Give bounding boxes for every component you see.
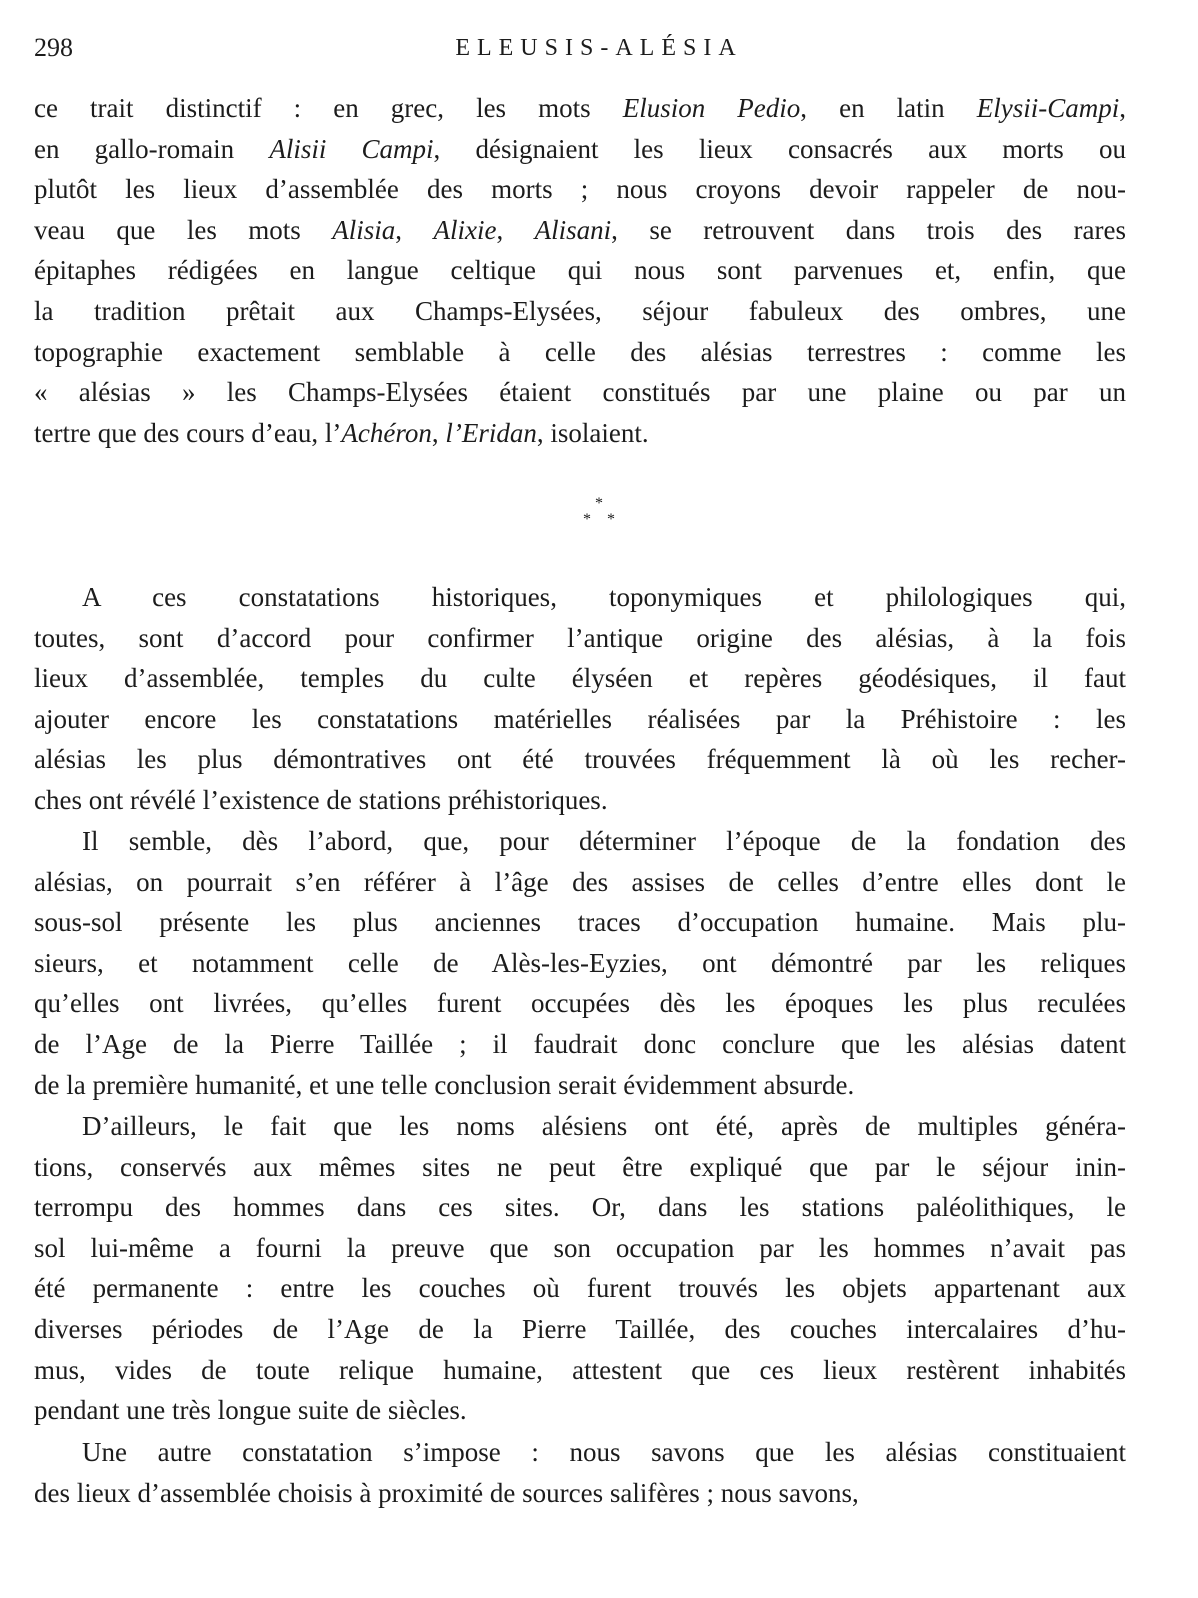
text-line xyxy=(34,332,1126,373)
text-line xyxy=(34,1065,1126,1106)
italic-term: Alixie xyxy=(433,214,497,245)
text-run: sol lui-même a fourni la preuve que son occupation par les hommes n’avait pas xyxy=(34,1232,1126,1263)
text-run: alésias, on pourrait s’en référer à l’âge des assises de celles d’entre elles dont le xyxy=(34,866,1126,897)
text-line xyxy=(34,699,1126,740)
text-line xyxy=(34,1024,1126,1065)
text-line xyxy=(34,372,1126,413)
text-run: , xyxy=(1119,93,1126,123)
text-line xyxy=(34,658,1126,699)
text-run: épitaphes rédigées en langue celtique qui nous sont parvenues et, enfin, que xyxy=(34,255,1126,286)
text-run: lieux d’assemblée, temples du culte élyséen et repères géodésiques, il faut xyxy=(34,663,1126,694)
text-run: sieurs, et notamment celle de Alès-les-Eyzies, ont démontré par les reliques xyxy=(34,947,1126,978)
text-line xyxy=(34,577,1126,618)
text-line xyxy=(34,413,1126,454)
text-run: Il semble, dès l’abord, que, pour déterminer l’époque de la fondation des xyxy=(82,826,1126,856)
paragraph-il-semble xyxy=(34,821,1126,1105)
text-run: « alésias » les Champs-Elysées étaient constitués par une plaine ou par un xyxy=(34,377,1126,408)
italic-term: Alisani xyxy=(534,214,612,245)
asterism-star-top: * xyxy=(595,495,603,512)
text-run: de la première humanité, et une telle conclusion serait évidemment absurde. xyxy=(34,1069,855,1100)
italic-term: Elysii-Campi xyxy=(976,93,1120,123)
text-line xyxy=(34,291,1126,332)
section-break-asterism xyxy=(0,496,1198,528)
italic-term: Alisii Campi xyxy=(269,133,434,164)
text-run: veau que les mots xyxy=(34,214,333,245)
text-run: , xyxy=(431,417,446,448)
italic-term: Elusion Pedio xyxy=(622,93,801,123)
text-line xyxy=(34,1473,1126,1514)
text-run: ches ont révélé l’existence de stations préhistoriques. xyxy=(34,784,608,815)
text-run: pendant une très longue suite de siècles. xyxy=(34,1395,467,1426)
italic-term: Achéron xyxy=(341,417,432,448)
text-line xyxy=(34,88,1126,129)
paragraph-champs-elysees xyxy=(34,88,1126,453)
text-line xyxy=(34,821,1126,862)
text-run: , isolaient. xyxy=(536,417,649,448)
text-run: ce trait distinctif : en grec, les mots xyxy=(34,93,623,123)
running-head: ELEUSIS-ALÉSIA xyxy=(455,35,743,61)
text-line xyxy=(34,983,1126,1024)
text-line xyxy=(34,169,1126,210)
text-run: topographie exactement semblable à celle des alésias terrestres : comme les xyxy=(34,336,1126,367)
text-run: sous-sol présente les plus anciennes traces d’occupation humaine. Mais plu- xyxy=(34,907,1126,938)
paragraph-dailleurs xyxy=(34,1106,1126,1431)
text-run: plutôt les lieux d’assemblée des morts ; nous croyons devoir rappeler de nou- xyxy=(34,174,1126,205)
text-line xyxy=(34,943,1126,984)
text-run: , en latin xyxy=(800,93,977,123)
text-run: D’ailleurs, le fait que les noms alésiens ont été, après de multiples généra- xyxy=(82,1111,1126,1141)
text-run: toutes, sont d’accord pour confirmer l’antique origine des alésias, à la fois xyxy=(34,622,1126,653)
text-line xyxy=(34,1350,1126,1391)
text-line xyxy=(34,1106,1126,1147)
text-line xyxy=(34,210,1126,251)
text-run: , xyxy=(395,214,434,245)
text-run: de l’Age de la Pierre Taillée ; il faudrait donc conclure que les alésias datent xyxy=(34,1028,1126,1059)
text-run: en gallo-romain xyxy=(34,133,270,164)
text-run: tions, conservés aux mêmes sites ne peut être expliqué que par le séjour inin- xyxy=(34,1151,1126,1182)
paragraph-constatations xyxy=(34,577,1126,821)
text-line xyxy=(34,1432,1126,1473)
text-line xyxy=(34,902,1126,943)
text-run: des lieux d’assemblée choisis à proximité de sources salifères ; nous savons, xyxy=(34,1477,859,1508)
text-line xyxy=(34,862,1126,903)
italic-term: Alisia xyxy=(332,214,396,245)
text-line xyxy=(34,1390,1126,1431)
asterism-stars-bottom: ** xyxy=(583,511,631,528)
text-run: , se retrouvent dans trois des rares xyxy=(611,214,1127,245)
text-line xyxy=(34,1268,1126,1309)
text-line xyxy=(34,739,1126,780)
text-line xyxy=(34,129,1126,170)
text-line xyxy=(34,1187,1126,1228)
text-run: tertre que des cours d’eau, l’ xyxy=(34,417,342,448)
text-run: diverses périodes de l’Age de la Pierre Taillée, des couches intercalaires d’hu- xyxy=(34,1313,1126,1344)
text-run: été permanente : entre les couches où furent trouvés les objets appartenant aux xyxy=(34,1273,1126,1304)
text-run: mus, vides de toute relique humaine, attestent que ces lieux restèrent inhabités xyxy=(34,1354,1126,1385)
paragraph-une-autre-constatation xyxy=(34,1432,1126,1513)
page-header xyxy=(34,30,1164,66)
page-number: 298 xyxy=(34,33,73,62)
text-run: qu’elles ont livrées, qu’elles furent occupées dès les époques les plus reculées xyxy=(34,988,1126,1019)
text-run: A ces constatations historiques, toponymiques et philologiques qui, xyxy=(82,582,1126,612)
text-run: alésias les plus démontratives ont été trouvées fréquemment là où les recher- xyxy=(34,744,1126,775)
text-run: , désignaient les lieux consacrés aux morts ou xyxy=(433,133,1127,164)
text-run: Une autre constatation s’impose : nous savons que les alésias constituaient xyxy=(82,1437,1126,1467)
italic-term: l’Eridan xyxy=(445,417,537,448)
text-line xyxy=(34,250,1126,291)
text-line xyxy=(34,1147,1126,1188)
text-run: , xyxy=(496,214,535,245)
text-line xyxy=(34,618,1126,659)
text-line xyxy=(34,780,1126,821)
text-line xyxy=(34,1309,1126,1350)
text-run: la tradition prêtait aux Champs-Elysées, séjour fabuleux des ombres, une xyxy=(34,295,1126,326)
text-line xyxy=(34,1228,1126,1269)
text-run: terrompu des hommes dans ces sites. Or, dans les stations paléolithiques, le xyxy=(34,1192,1126,1223)
text-run: ajouter encore les constatations matérielles réalisées par la Préhistoire : les xyxy=(34,703,1126,734)
